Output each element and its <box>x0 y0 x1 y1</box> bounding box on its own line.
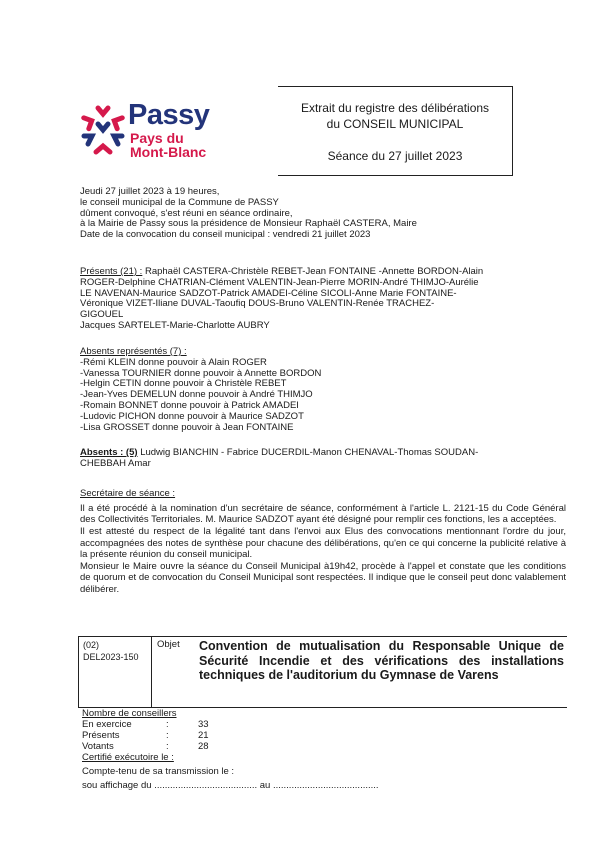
presents-label: Présents (21) : <box>80 266 143 277</box>
affichage-line: sou affichage du ....................................... au ........................................ <box>82 780 379 791</box>
presents-line: Raphaël CASTERA-Christèle REBET-Jean FONTAINE -Annette BORDON-Alain <box>144 266 484 277</box>
proxy-line: -Rémi KLEIN donne pouvoir à Alain ROGER <box>80 356 267 368</box>
absents-block <box>80 448 478 470</box>
intro-block <box>80 187 417 241</box>
header-title-line-2: du CONSEIL MUNICIPAL <box>326 117 464 131</box>
proxy-line: -Jean-Yves DEMELUN donne pouvoir à André THIMJO <box>80 389 313 401</box>
absents-label: Absents : (5) <box>80 447 138 458</box>
absents-representes-block <box>80 347 321 433</box>
logo-star-icon <box>78 102 128 162</box>
stats-row-label: Présents <box>82 730 120 741</box>
session-date: Séance du 27 juillet 2023 <box>327 149 463 163</box>
stats-row-value: 33 <box>198 719 209 730</box>
absents-line: Ludwig BIANCHIN - Fabrice DUCERDIL-Manon CHENAVAL-Thomas SOUDAN- <box>140 447 479 458</box>
objet-title: Convention de mutualisation du Responsable Unique de Sécurité Incendie et des vérifications des installations techniques de l'auditorium du Gymnase de Varens <box>199 639 564 682</box>
secretaire-label: Secrétaire de séance : <box>80 488 176 499</box>
objet-divider <box>151 637 152 707</box>
stats-row-value: 28 <box>198 741 209 752</box>
proxy-line: -Vanessa TOURNIER donne pouvoir à Annette BORDON <box>80 367 322 379</box>
stats-row: Présents : 21 <box>82 730 209 741</box>
absents-representes-label: Absents représentés (7) : <box>80 346 187 357</box>
proxy-line: -Helgin CETIN donne pouvoir à Christèle REBET <box>80 378 287 390</box>
stats-row: En exercice : 33 <box>82 719 209 730</box>
proxy-line: -Lisa GROSSET donne pouvoir à Jean FONTAINE <box>80 421 294 433</box>
certifie-executoire: Certifié exécutoire le : <box>82 752 174 763</box>
presents-line: Jacques SARTELET-Marie-Charlotte AUBRY <box>80 319 270 331</box>
secretaire-paragraph: Il a été procédé à la nomination d'un secrétaire de séance, conformément à l'article L. 2121-15 du Code Général des Collectivités Territoriales. M. Maurice SADZOT ayant été désigné pour remplir ces fonctions, les a acceptées. <box>80 502 566 526</box>
stats-row-label: En exercice <box>82 719 132 730</box>
stats-row: Votants : 28 <box>82 741 209 752</box>
presents-line: LE NAVENAN-Maurice SADZOT-Patrick AMADEI-Céline SICOLI-Anne Marie FONTAINE- <box>80 287 457 299</box>
presents-block <box>80 267 483 332</box>
presents-line: ROGER-Delphine CHATRIAN-Clément VALENTIN-Jean-Pierre MORIN-André THIMJO-Aurélie <box>80 276 479 288</box>
header-title-line-1: Extrait du registre des délibérations <box>300 101 490 115</box>
deliberation-number: (02) <box>83 640 100 650</box>
logo-tagline-2: Mont-Blanc <box>130 144 207 160</box>
intro-line: le conseil municipal de la Commune de PASSY <box>80 196 279 208</box>
absents-line: CHEBBAH Amar <box>80 457 151 469</box>
intro-line: Date de la convocation du conseil municipal : vendredi 21 juillet 2023 <box>80 229 371 241</box>
proxy-line: -Ludovic PICHON donne pouvoir à Maurice SADZOT <box>80 410 304 422</box>
opening-paragraph: Monsieur le Maire ouvre la séance du Conseil Municipal à19h42, procède à l'appel et constate que les conditions de quorum et de convocation du Conseil Municipal sont respectées. Il indique que le conseil peut donc valablement délibérer. <box>80 560 566 595</box>
header-box <box>278 86 513 176</box>
secretaire-block <box>80 489 566 596</box>
stats-header: Nombre de conseillers <box>82 708 177 719</box>
logo-tagline-1: Pays du <box>130 130 184 146</box>
stats-block <box>82 708 379 791</box>
stats-row-value: 21 <box>198 730 209 741</box>
stats-row-label: Votants <box>82 741 114 752</box>
proxy-line: -Romain BONNET donne pouvoir à Patrick AMADEI <box>80 399 299 411</box>
objet-box <box>78 636 567 708</box>
objet-label: Objet <box>157 639 180 650</box>
intro-line: à la Mairie de Passy sous la présidence de Monsieur Raphaël CASTERA, Maire <box>80 218 417 230</box>
intro-line: dûment convoqué, s'est réuni en séance ordinaire, <box>80 207 293 219</box>
presents-line: GIGOUEL <box>80 309 124 321</box>
passy-logo <box>78 98 268 168</box>
logo-title: Passy <box>128 99 210 131</box>
presents-line: Véronique VIZET-Iliane DUVAL-Taoufiq DOUS-Bruno VALENTIN-Renée TRACHEZ- <box>80 298 435 310</box>
intro-line: Jeudi 27 juillet 2023 à 19 heures, <box>80 186 220 197</box>
transmission-line: Compte-tenu de sa transmission le : <box>82 766 235 777</box>
legality-paragraph: Il est attesté du respect de la légalité tant dans l'envoi aux Elus des convocations mentionnant l'ordre du jour, accompagnées des notes de synthèse pour chacune des délibérations, qu'en ce qui concerne la publicité relative à la présente réunion du conseil municipal. <box>80 525 566 561</box>
deliberation-ref: DEL2023-150 <box>83 652 139 662</box>
